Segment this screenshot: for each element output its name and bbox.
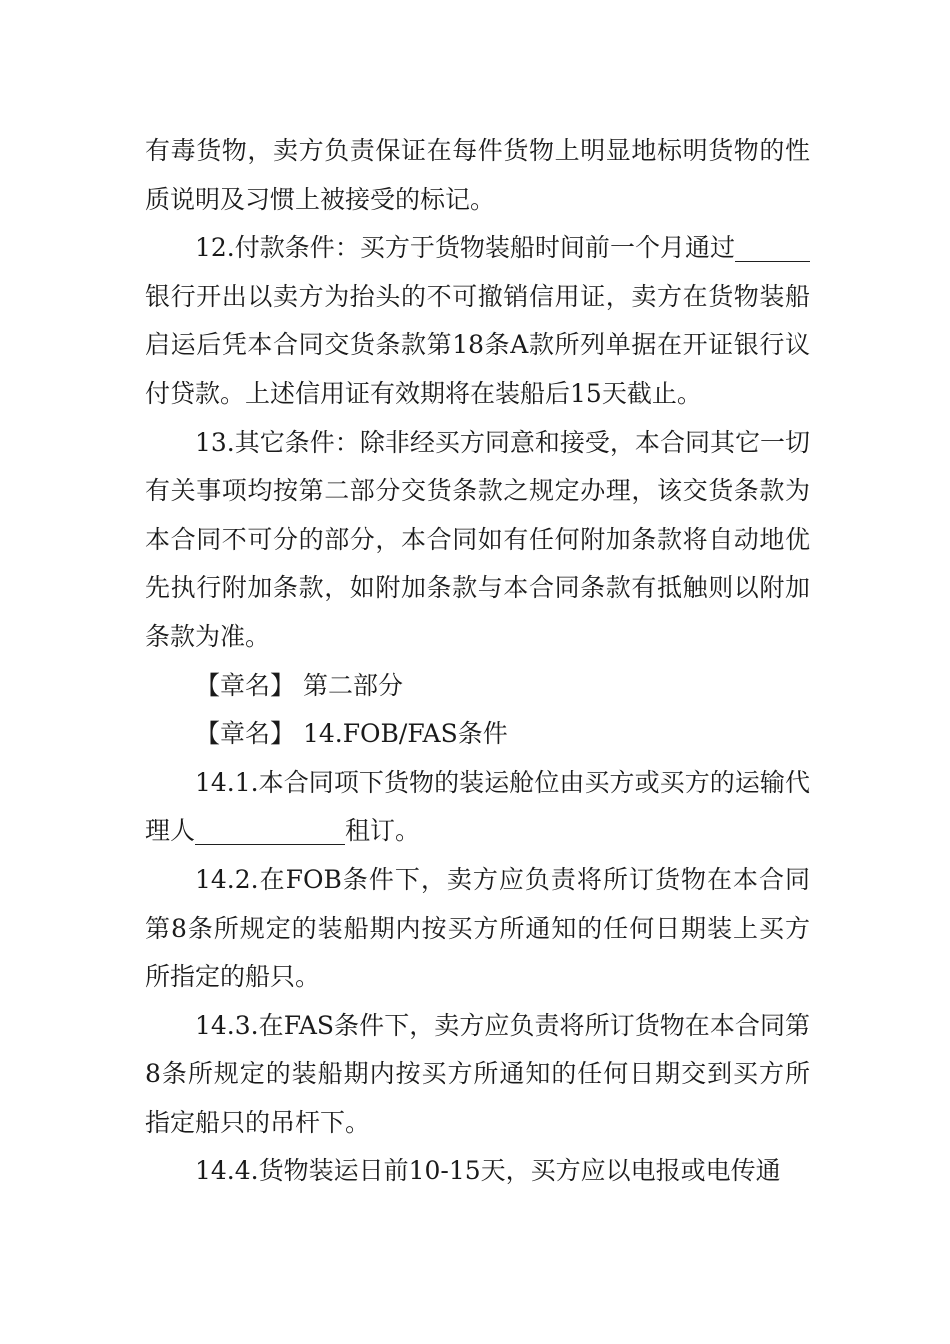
paragraph-14-3: 14.3.在FAS条件下，卖方应负责将所订货物在本合同第8条所规定的装船期内按买方所通知的任何日期交到买方所指定船只的吊杆下。 [145,1010,810,1137]
paragraph-13-other-terms: 13.其它条件：除非经买方同意和接受，本合同其它一切有关事项均按第二部分交货条款之规定办理，该交货条款为本合同不可分的部分，本合同如有任何附加条款将自动地优先执行附加条款，如附加条款与本合同条款有抵触则以附加条款为准。 [145,427,810,651]
chapter-heading-fob-fas: 【章名】 14.FOB/FAS条件 [195,719,508,749]
paragraph-14-4: 14.4.货物装运日前10-15天，买方应以电报或电传通 [195,1156,781,1186]
paragraph-12-payment-terms: 12.付款条件：买方于货物装船时间前一个月通过______银行开出以卖方为抬头的不可撤销信用证，卖方在货物装船启运后凭本合同交货条款第18条A款所列单据在开证银行议付贷款。上述信用证有效期将在装船后15天截止。 [145,233,810,408]
paragraph-14-2: 14.2.在FOB条件下，卖方应负责将所订货物在本合同第8条所规定的装船期内按买方所通知的任何日期装上买方所指定的船只。 [145,864,810,992]
paragraph-14-1: 14.1.本合同项下货物的装运舱位由买方或买方的运输代理人____________租订。 [145,767,810,846]
chapter-heading-part-two: 【章名】 第二部分 [195,670,403,700]
document-body [145,127,810,1196]
paragraph-toxic-goods-marking: 有毒货物，卖方负责保证在每件货物上明显地标明货物的性质说明及习惯上被接受的标记。 [145,136,810,214]
